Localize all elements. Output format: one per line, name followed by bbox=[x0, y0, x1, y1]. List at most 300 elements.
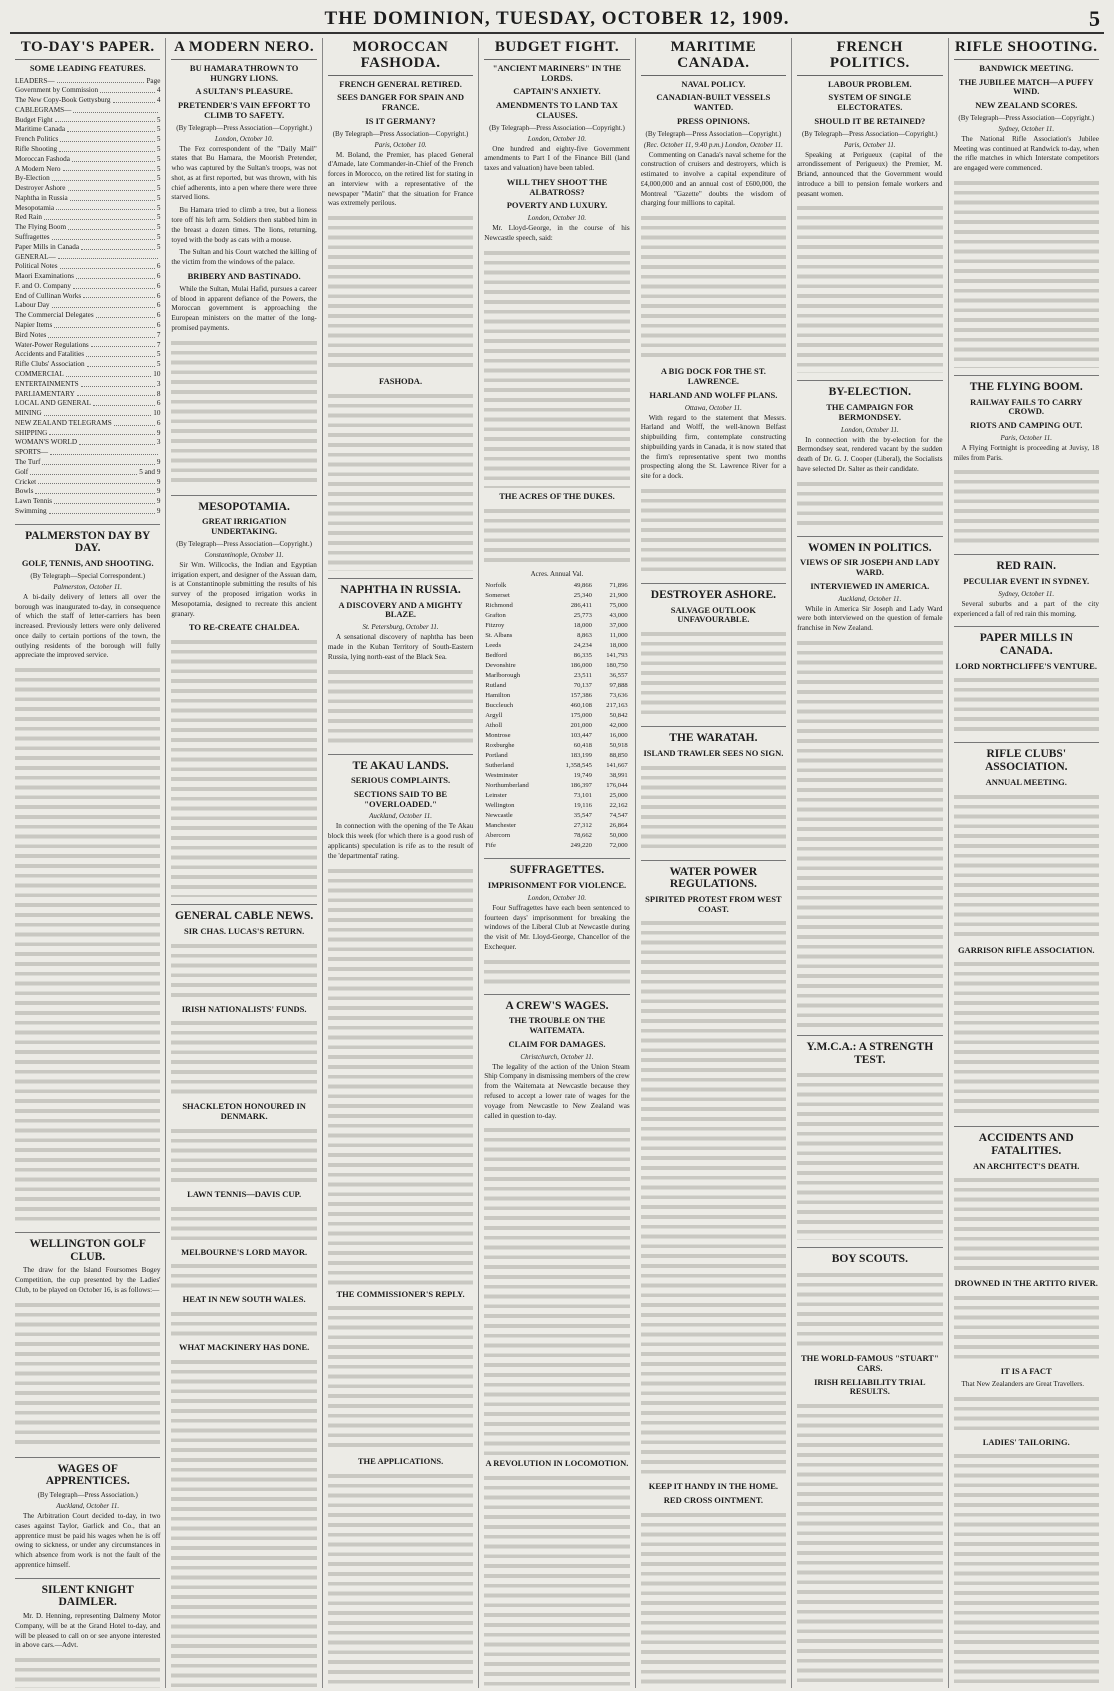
toc-entry bbox=[15, 243, 160, 253]
story-subhead: AMENDMENTS TO LAND TAX CLAUSES. bbox=[496, 100, 618, 120]
text-block bbox=[954, 1175, 1099, 1275]
acres-cell: 8,863 bbox=[577, 631, 592, 639]
toc-entry bbox=[15, 497, 160, 507]
text-block bbox=[954, 1394, 1099, 1434]
story-paragraph: Sir Wm. Willcocks, the Indian and Egyptian irrigation expert, and designer of the Assuan dam, is at Constantinople submitting the results of his survey of the proposed irrigation works in Mesopotamia, designed to recreate this ancient granary. bbox=[171, 560, 317, 618]
toc-entry bbox=[15, 165, 160, 175]
acres-cell: 183,199 bbox=[570, 752, 592, 760]
story-subhead: CAPTAIN'S ANXIETY. bbox=[513, 86, 601, 97]
story-subhead: ANNUAL MEETING. bbox=[985, 776, 1067, 787]
toc-entry bbox=[15, 213, 160, 223]
toc-leader-dots bbox=[86, 350, 155, 357]
toc-entry bbox=[15, 370, 160, 380]
table-row bbox=[484, 581, 629, 591]
story-subhead: FASHODA. bbox=[379, 376, 423, 387]
story-credit: (By Telegraph—Press Association—Copyright.) bbox=[489, 123, 625, 132]
toc-entry-label: Bird Notes bbox=[15, 330, 47, 339]
acres-cell: 19,116 bbox=[574, 802, 592, 810]
story-credit: (By Telegraph—Press Association—Copyright.) bbox=[332, 129, 469, 138]
table-row bbox=[484, 761, 629, 771]
toc-entry-label: Lawn Tennis bbox=[15, 497, 53, 506]
toc-entry bbox=[15, 301, 160, 311]
story-dateline: London, October 11. bbox=[840, 425, 899, 434]
story-paragraph: M. Boland, the Premier, has placed General d'Amade, late Commander-in-Chief of the French forces in Morocco, on the retired list for stating in an interview with a representative of the newspaper "Matin" that the situation for France was extremely perilous. bbox=[327, 150, 474, 208]
story-paragraph: Mr. D. Henning, representing Dalmeny Motor Company, will be at the Grand Hotel to-day, and will be pleased to call on or see anyone interested in above cars.—Advt. bbox=[15, 1612, 161, 1650]
text-block bbox=[797, 1401, 942, 1688]
toc-leader-dots bbox=[44, 409, 151, 416]
story-dateline: Auckland, October 11. bbox=[838, 594, 902, 603]
story-credit: (By Telegraph—Press Association—Copyright.) bbox=[176, 123, 312, 132]
toc-entry bbox=[15, 341, 160, 351]
story-subhead: TO RE-CREATE CHALDEA. bbox=[188, 622, 300, 633]
story-subhead: FRENCH GENERAL RETIRED. bbox=[339, 78, 462, 89]
story-subhead: IRISH RELIABILITY TRIAL RESULTS. bbox=[814, 1376, 926, 1397]
toc-entry bbox=[15, 174, 160, 184]
acres-cell: 103,447 bbox=[570, 732, 592, 740]
toc-entry-page: 5 bbox=[156, 174, 161, 183]
story-paragraph: A sensational discovery of naphtha has been made in the Kuban Territory of South-Eastern Russia, lying north-east of the Black Sea. bbox=[327, 633, 474, 661]
acres-cell: 175,000 bbox=[570, 711, 592, 719]
annual-value-cell: 50,000 bbox=[609, 832, 628, 840]
toc-leader-dots bbox=[44, 213, 155, 220]
masthead bbox=[10, 6, 1104, 34]
story-subhead: A REVOLUTION IN LOCOMOTION. bbox=[485, 1458, 629, 1469]
text-block bbox=[15, 665, 160, 1225]
toc-entry bbox=[15, 390, 160, 400]
story-heading: WATER POWER REGULATIONS. bbox=[641, 860, 786, 891]
table-row bbox=[484, 671, 629, 681]
story-heading: PALMERSTON DAY BY DAY. bbox=[15, 524, 160, 555]
annual-value-cell: 42,000 bbox=[609, 721, 628, 729]
story-paragraph: Mr. Lloyd-George, in the course of his Newcastle speech, said: bbox=[484, 224, 630, 242]
column-4 bbox=[479, 38, 635, 1688]
toc-entry-label: Bowls bbox=[15, 487, 34, 496]
toc-entry-label: Maritime Canada bbox=[15, 125, 66, 134]
story-subhead: NEW ZEALAND SCORES. bbox=[975, 100, 1078, 111]
toc-entry-page: 9 bbox=[156, 457, 161, 466]
table-row bbox=[484, 711, 629, 721]
text-block bbox=[328, 866, 473, 1286]
toc-entry-label: SPORTS— bbox=[15, 448, 49, 457]
toc-leader-dots bbox=[49, 429, 154, 436]
text-block bbox=[484, 957, 629, 987]
story-paragraph: Bu Hamara tried to climb a tree, but a lioness tore off his left arm. Soldiers then stabbed him in the breast a dozen times. The lions, returning, toyed with the body as cats with a mouse. bbox=[171, 206, 317, 244]
annual-value-cell: 18,000 bbox=[609, 641, 628, 649]
story-credit: (By Telegraph—Special Correspondent.) bbox=[30, 571, 146, 580]
toc-entry bbox=[15, 458, 160, 468]
duke-name-cell: Buccleuch bbox=[485, 701, 514, 709]
toc-leader-dots bbox=[113, 96, 155, 103]
toc-entry bbox=[15, 262, 160, 272]
table-row bbox=[484, 821, 629, 831]
text-block bbox=[484, 1473, 629, 1688]
toc-leader-dots bbox=[55, 116, 155, 123]
annual-value-cell: 36,557 bbox=[609, 671, 628, 679]
annual-value-cell: 97,888 bbox=[609, 681, 628, 689]
french-politics-heading: FRENCH POLITICS. bbox=[797, 40, 942, 76]
toc-leader-dots bbox=[60, 262, 155, 269]
toc-leader-dots bbox=[60, 135, 155, 142]
table-row bbox=[484, 731, 629, 741]
table-row bbox=[484, 811, 629, 821]
acres-cell: 23,511 bbox=[574, 671, 592, 679]
toc-leader-dots bbox=[48, 331, 154, 338]
toc-entry-page: Page bbox=[146, 76, 161, 85]
toc-leader-dots bbox=[96, 311, 155, 318]
toc-entry-page: 9 bbox=[156, 477, 161, 486]
story-dateline: London, October 10. bbox=[214, 134, 274, 143]
story-heading: A CREW'S WAGES. bbox=[484, 994, 629, 1013]
story-dateline: Paris, October 11. bbox=[844, 140, 896, 149]
story-dateline: Paris, October 10. bbox=[374, 140, 427, 149]
toc-leader-dots bbox=[79, 438, 155, 445]
toc-leader-dots bbox=[49, 507, 155, 514]
toc-leader-dots bbox=[42, 458, 154, 465]
toc-entry-page: 5 bbox=[156, 184, 161, 193]
text-block bbox=[328, 391, 473, 571]
toc-entry-label: Destroyer Ashore bbox=[15, 184, 66, 193]
annual-value-cell: 21,900 bbox=[609, 591, 628, 599]
story-subhead: SPIRITED PROTEST FROM WEST COAST. bbox=[645, 893, 782, 914]
story-paragraph: In connection with the by-election for the Bermondsey seat, rendered vacant by the sudden death of Dr. G. J. Cooper (Liberal), the Socialists have selected Dr. Salter as their candidate. bbox=[797, 435, 943, 473]
toc-leader-dots bbox=[57, 77, 145, 84]
story-heading: DESTROYER ASHORE. bbox=[641, 583, 786, 602]
story-heading: TE AKAU LANDS. bbox=[328, 754, 473, 773]
text-block bbox=[797, 1270, 942, 1350]
story-heading: RED RAIN. bbox=[954, 554, 1099, 573]
story-credit: (By Telegraph—Press Association—Copyright.) bbox=[645, 129, 782, 138]
duke-name-cell: Atholl bbox=[485, 721, 503, 729]
toc-leader-dots bbox=[93, 399, 155, 406]
table-row bbox=[484, 721, 629, 731]
toc-entry-page: 9 bbox=[156, 497, 161, 506]
story-subhead: KEEP IT HANDY IN THE HOME. bbox=[648, 1481, 779, 1492]
duke-name-cell: Fitzroy bbox=[485, 621, 505, 629]
annual-value-cell: 37,000 bbox=[609, 621, 628, 629]
toc-entry-page: 6 bbox=[156, 291, 161, 300]
table-row bbox=[484, 831, 629, 841]
story-heading: GENERAL CABLE NEWS. bbox=[171, 904, 316, 923]
text-block bbox=[171, 1261, 316, 1291]
toc-entry-page: 6 bbox=[156, 311, 161, 320]
toc-entry bbox=[15, 429, 160, 439]
toc-entry-page: 5 bbox=[156, 360, 161, 369]
toc-entry bbox=[15, 86, 160, 96]
toc-leader-dots bbox=[54, 321, 155, 328]
story-dateline: Constantinople, October 11. bbox=[204, 550, 284, 559]
toc-entry bbox=[15, 194, 160, 204]
acres-cell: 249,220 bbox=[570, 842, 592, 850]
masthead-title: THE DOMINION, TUESDAY, OCTOBER 12, 1909. bbox=[324, 8, 790, 29]
story-heading: ACCIDENTS AND FATALITIES. bbox=[954, 1126, 1099, 1157]
story-subhead: THE APPLICATIONS. bbox=[357, 1456, 444, 1467]
toc-entry-page: 6 bbox=[156, 281, 161, 290]
duke-name-cell: Somerset bbox=[485, 591, 510, 599]
toc-leader-dots bbox=[35, 487, 154, 494]
toc-leader-dots bbox=[52, 301, 155, 308]
text-block bbox=[171, 1309, 316, 1339]
toc-entry bbox=[15, 204, 160, 214]
duke-name-cell: Leeds bbox=[485, 641, 502, 649]
acres-cell: 49,866 bbox=[573, 581, 592, 589]
story-subhead: GARRISON RIFLE ASSOCIATION. bbox=[957, 944, 1095, 955]
text-block bbox=[954, 959, 1099, 1119]
annual-value-cell: 141,793 bbox=[606, 651, 628, 659]
toc-entry bbox=[15, 116, 160, 126]
story-subhead: MELBOURNE'S LORD MAYOR. bbox=[181, 1246, 308, 1257]
acres-cell: 27,312 bbox=[573, 822, 592, 830]
story-heading: THE WARATAH. bbox=[641, 726, 786, 745]
toc-entry-page: 6 bbox=[156, 262, 161, 271]
annual-value-cell: 22,162 bbox=[609, 802, 628, 810]
story-heading: THE FLYING BOOM. bbox=[954, 375, 1099, 394]
toc-entry-label: The Flying Boom bbox=[15, 223, 67, 232]
story-subhead: POVERTY AND LUXURY. bbox=[506, 200, 608, 211]
toc-entry-page: 5 bbox=[156, 164, 161, 173]
modern-nero-heading: A MODERN NERO. bbox=[171, 40, 316, 60]
toc-leader-dots bbox=[58, 253, 159, 260]
annual-value-cell: 180,750 bbox=[606, 661, 628, 669]
toc-entry-label: Napier Items bbox=[15, 321, 53, 330]
duke-name-cell: Grafton bbox=[485, 611, 506, 619]
story-subhead: IT IS A FACT bbox=[1000, 1366, 1052, 1377]
story-subhead: LAWN TENNIS—DAVIS CUP. bbox=[187, 1188, 302, 1199]
annual-value-cell: 72,000 bbox=[609, 842, 628, 850]
annual-value-cell: 26,864 bbox=[609, 822, 628, 830]
toc-entry-page: 10 bbox=[153, 369, 161, 378]
story-dateline: London, October 10. bbox=[527, 893, 587, 902]
toc-leader-dots bbox=[91, 341, 155, 348]
toc-entry bbox=[15, 135, 160, 145]
table-row bbox=[484, 741, 629, 751]
text-block bbox=[328, 1471, 473, 1688]
story-subhead: THE ACRES OF THE DUKES. bbox=[499, 490, 615, 501]
toc-entry-page: 7 bbox=[156, 340, 161, 349]
story-subhead: ISLAND TRAWLER SEES NO SIGN. bbox=[643, 747, 784, 758]
text-block bbox=[641, 1510, 786, 1688]
column-6 bbox=[792, 38, 948, 1688]
toc-entry bbox=[15, 409, 160, 419]
story-subhead: BRIBERY AND BASTINADO. bbox=[187, 270, 301, 281]
toc-entry-label: Golf bbox=[15, 467, 29, 476]
toc-entry-label: Swimming bbox=[15, 506, 47, 515]
story-subhead: IRISH NATIONALISTS' FUNDS. bbox=[181, 1003, 307, 1014]
story-dateline: Auckland, October 11. bbox=[369, 812, 432, 821]
toc-leader-dots bbox=[56, 204, 155, 211]
table-row bbox=[484, 651, 629, 661]
annual-value-cell: 88,850 bbox=[609, 752, 628, 760]
story-paragraph: Four Suffragettes have each been sentenced to fourteen days' imprisonment for breaking the windows of the Liberal Club at Newcastle during the visit of Mr. Lloyd-George, Chancellor of the Exchequer. bbox=[484, 903, 630, 951]
duke-name-cell: Abercorn bbox=[485, 832, 511, 840]
table-row bbox=[484, 601, 629, 611]
text-block bbox=[171, 1126, 316, 1186]
story-heading: RIFLE CLUBS' ASSOCIATION. bbox=[954, 742, 1099, 773]
text-block bbox=[328, 667, 473, 747]
toc-entry bbox=[15, 96, 160, 106]
toc-entry-page: 6 bbox=[156, 301, 161, 310]
story-subhead: AN ARCHITECT'S DEATH. bbox=[973, 1160, 1080, 1171]
duke-name-cell: Rutland bbox=[485, 681, 507, 689]
todays-paper-heading: TO-DAY'S PAPER. bbox=[15, 40, 160, 60]
duke-name-cell: Northumberland bbox=[485, 782, 529, 790]
toc-entry-page: 6 bbox=[156, 321, 161, 330]
toc-entry-page: 5 bbox=[156, 350, 161, 359]
toc-entry-page: 5 bbox=[156, 135, 161, 144]
annual-value-cell: 11,000 bbox=[609, 631, 628, 639]
toc-leader-dots bbox=[77, 390, 155, 397]
story-credit: (By Telegraph—Press Association—Copyright.) bbox=[176, 539, 312, 548]
toc-leader-dots bbox=[59, 145, 155, 152]
toc-entry bbox=[15, 380, 160, 390]
story-paragraph: A Flying Fortnight is proceeding at Juvisy, 18 miles from Paris. bbox=[953, 443, 1099, 462]
toc-entry bbox=[15, 399, 160, 409]
toc-entry bbox=[15, 448, 160, 458]
annual-value-cell: 176,044 bbox=[606, 782, 628, 790]
story-subhead: A SULTAN'S PLEASURE. bbox=[195, 86, 293, 97]
toc-entry-page: 5 bbox=[156, 233, 161, 242]
acres-cell: 186,000 bbox=[570, 661, 592, 669]
story-paragraph: The legality of the action of the Union Steam Ship Company in dismissing members of the crew from the Waitemata at Newcastle because they refused to accept a lower rate of wages for the voyage from Newcastle to New Zealand was called in question to-day. bbox=[484, 1062, 630, 1120]
text-block bbox=[328, 213, 473, 373]
story-subhead: PRESS OPINIONS. bbox=[677, 115, 750, 126]
toc-entry bbox=[15, 184, 160, 194]
toc-entry-label: The New Copy-Book Gettysburg bbox=[15, 96, 111, 105]
text-block bbox=[328, 1303, 473, 1453]
toc-leader-dots bbox=[100, 86, 155, 93]
story-subhead: CLAIM FOR DAMAGES. bbox=[508, 1038, 606, 1049]
text-block bbox=[484, 1125, 629, 1455]
story-subhead: INTERVIEWED IN AMERICA. bbox=[810, 580, 930, 591]
toc-entry-page: 5 bbox=[156, 223, 161, 232]
toc-entry-page: 5 bbox=[156, 242, 161, 251]
story-subhead: LADIES' TAILORING. bbox=[982, 1436, 1070, 1447]
toc-leader-dots bbox=[72, 155, 155, 162]
toc-entry bbox=[15, 292, 160, 302]
toc-entry-page: 5 bbox=[156, 115, 161, 124]
duke-name-cell: St. Albans bbox=[485, 631, 513, 639]
text-block bbox=[171, 338, 316, 488]
toc-entry bbox=[15, 360, 160, 370]
acres-cell: 1,358,545 bbox=[565, 762, 592, 770]
text-block bbox=[954, 792, 1099, 942]
toc-entry-label: F. and O. Company bbox=[15, 281, 71, 290]
table-row bbox=[484, 801, 629, 811]
story-subhead: THE JUBILEE MATCH—A PUFFY WIND. bbox=[958, 76, 1094, 97]
toc-entry-label: French Politics bbox=[15, 135, 59, 144]
toc-entry-label: Accidents and Fatalities bbox=[15, 350, 85, 359]
story-credit: (By Telegraph—Press Association—Copyright.) bbox=[958, 113, 1095, 122]
toc-entry-label: Labour Day bbox=[15, 301, 50, 310]
duke-name-cell: Bedford bbox=[485, 651, 507, 659]
acres-cell: 460,108 bbox=[570, 701, 592, 709]
toc-leader-dots bbox=[83, 292, 155, 299]
story-credit: (By Telegraph—Press Association.) bbox=[37, 1491, 138, 1500]
story-subhead: BU HAMARA THROWN TO HUNGRY LIONS. bbox=[189, 62, 299, 83]
toc-entry-label: Naphtha in Russia bbox=[15, 193, 68, 202]
story-paragraph: The Sultan and his Court watched the killing of the victim from the windows of the palace. bbox=[171, 248, 317, 267]
toc-entry bbox=[15, 272, 160, 282]
duke-name-cell: Portland bbox=[485, 752, 508, 760]
toc-leader-dots bbox=[81, 380, 155, 387]
story-subhead: VIEWS OF SIR JOSEPH AND LADY WARD. bbox=[799, 557, 940, 578]
story-subhead: GREAT IRRIGATION UNDERTAKING. bbox=[201, 516, 287, 537]
acres-cell: 157,386 bbox=[570, 691, 592, 699]
text-block bbox=[954, 1293, 1099, 1363]
annual-value-cell: 217,163 bbox=[606, 701, 628, 709]
story-subhead: PRETENDER'S VAIN EFFORT TO CLIMB TO SAFETY. bbox=[177, 100, 311, 120]
story-subhead: THE CAMPAIGN FOR BERMONDSEY. bbox=[826, 402, 914, 422]
toc-entry bbox=[15, 233, 160, 243]
story-subhead: IS IT GERMANY? bbox=[365, 115, 436, 126]
story-dateline: Ottawa, October 11. bbox=[684, 403, 742, 412]
toc-entry bbox=[15, 478, 160, 488]
toc-entry-page: 5 bbox=[156, 203, 161, 212]
duke-name-cell: Westminster bbox=[485, 772, 519, 780]
acres-cell: 201,000 bbox=[570, 721, 592, 729]
toc-entry-label: Government by Commission bbox=[15, 86, 99, 95]
table-caption: Acres. Annual Val. bbox=[530, 569, 584, 578]
table-row bbox=[484, 681, 629, 691]
toc-entry-label: A Modern Nero bbox=[15, 164, 61, 173]
duke-name-cell: Fife bbox=[485, 842, 496, 850]
story-credit: (By Telegraph—Press Association—Copyright.) bbox=[801, 129, 938, 138]
story-subhead: A BIG DOCK FOR THE ST. LAWRENCE. bbox=[660, 366, 766, 387]
duke-name-cell: Argyll bbox=[485, 711, 503, 719]
story-subhead: IMPRISONMENT FOR VIOLENCE. bbox=[487, 880, 627, 891]
duke-name-cell: Hamilton bbox=[485, 691, 511, 699]
story-paragraph: One hundred and eighty-five Government amendments to Part I of the Finance Bill (land taxes and valuation) have been tabled. bbox=[484, 144, 630, 173]
toc-entry bbox=[15, 487, 160, 497]
acres-cell: 186,397 bbox=[570, 782, 592, 790]
toc-entry bbox=[15, 468, 160, 478]
toc-entry-label: Political Notes bbox=[15, 262, 58, 271]
toc-entry bbox=[15, 321, 160, 331]
toc-entry-label: Mesopotamia bbox=[15, 203, 55, 212]
annual-value-cell: 43,000 bbox=[609, 611, 628, 619]
table-row bbox=[484, 631, 629, 641]
toc-leader-dots bbox=[30, 468, 137, 475]
table-row bbox=[484, 591, 629, 601]
toc-entry-page: 9 bbox=[156, 487, 161, 496]
acres-cell: 35,547 bbox=[573, 812, 592, 820]
acres-cell: 25,340 bbox=[573, 591, 592, 599]
acres-cell: 25,773 bbox=[573, 611, 592, 619]
story-heading: SUFFRAGETTES. bbox=[484, 858, 629, 877]
text-block bbox=[484, 248, 629, 488]
table-row bbox=[484, 751, 629, 761]
toc-leader-dots bbox=[68, 223, 155, 230]
story-heading: WOMEN IN POLITICS. bbox=[797, 536, 942, 555]
annual-value-cell: 16,000 bbox=[609, 732, 628, 740]
story-subhead: SIR CHAS. LUCAS'S RETURN. bbox=[184, 925, 305, 936]
duke-name-cell: Roxburghe bbox=[485, 742, 515, 750]
text-block bbox=[15, 1300, 160, 1450]
story-paragraph: The Fez correspondent of the "Daily Mail" states that Bu Hamara, the Moorish Pretender, who was captured by the Sultan's troops, was not shot, as at first reported, but was thrown, with his chief adherents, into a pen where there were three starved lions. bbox=[171, 144, 317, 202]
text-block bbox=[797, 638, 942, 1028]
toc-entry-page: 4 bbox=[156, 96, 161, 105]
toc-entry bbox=[15, 350, 160, 360]
story-dateline: London, October 10. bbox=[527, 134, 587, 143]
toc-entry-page: 8 bbox=[156, 389, 161, 398]
toc-leader-dots bbox=[54, 497, 155, 504]
table-row bbox=[484, 781, 629, 791]
story-subhead: SERIOUS COMPLAINTS. bbox=[350, 775, 451, 786]
story-paragraph: Speaking at Perigueux (capital of the arrondissement of Perigueux) the Premier, M. Briand, announced that the Government would introduce a bill to pension female workers and peasant women. bbox=[797, 150, 943, 198]
toc-leader-dots bbox=[87, 360, 155, 367]
acres-cell: 19,749 bbox=[573, 772, 592, 780]
duke-name-cell: Montrose bbox=[485, 732, 511, 740]
acres-cell: 78,662 bbox=[573, 832, 592, 840]
